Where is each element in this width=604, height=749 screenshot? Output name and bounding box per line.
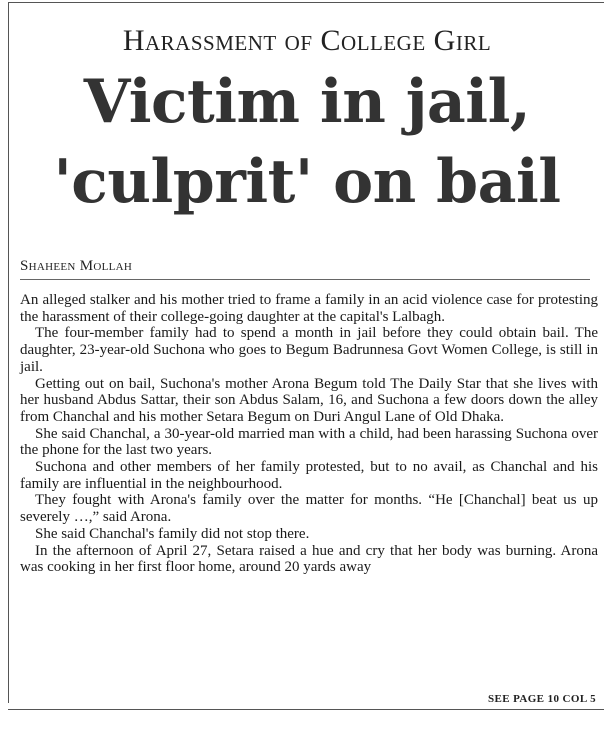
paragraph: Getting out on bail, Suchona's mother Arona Begum told The Daily Star that she lives with her husband Abdus Sattar, their son Abdus Salam, 16, and Suchona a few doors down the alley from Chanchal and his mother Setara Begum on Duri Angul Lane of Old Dhaka. (20, 375, 598, 425)
paragraph: She said Chanchal, a 30-year-old married man with a child, had been harassing Suchona over the phone for the last two years. (20, 425, 598, 459)
paragraph: In the afternoon of April 27, Setara raised a hue and cry that her body was burning. Arona was cooking in her first floor home, around 20 yards away (20, 542, 598, 576)
article-kicker: Harassment of College Girl (122, 24, 492, 57)
continued-jump: SEE PAGE 10 COL 5 (487, 693, 596, 705)
paragraph: She said Chanchal's family did not stop there. (35, 525, 310, 542)
paragraph: Suchona and other members of her family protested, but to no avail, as Chanchal and his family are influential in the neighbourhood. (20, 459, 598, 492)
paragraph: An alleged stalker and his mother tried to frame a family in an acid violence case for protesting the harassment of their college-going daughter at the capital's Lalbagh. (20, 292, 598, 325)
headline-line-1: Victim in jail, (83, 67, 531, 137)
article-body (20, 292, 598, 576)
paragraph: They fought with Arona's family over the matter for months. “He [Chanchal] beat us up severely …,” said Arona. (20, 492, 598, 526)
article-byline: Shaheen Mollah (20, 258, 590, 280)
bottom-rule (8, 709, 604, 710)
article-headline (10, 62, 604, 222)
headline-line-2: 'culprit' on bail (53, 147, 561, 217)
paragraph: The four-member family had to spend a month in jail before they could obtain bail. The daughter, 23-year-old Suchona who goes to Begum Badrunnesa Govt Women College, is still in jail. (20, 325, 598, 375)
